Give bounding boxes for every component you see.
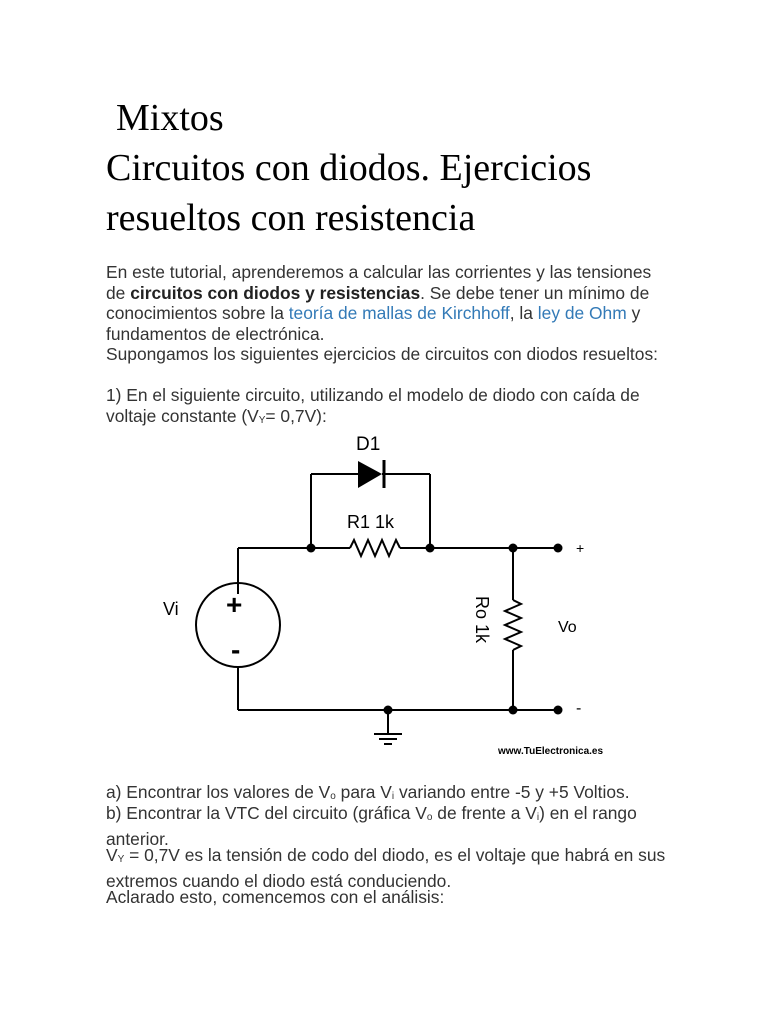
ro-label: Ro 1k [472,596,492,644]
circuit-diagram [160,428,630,768]
question-a: a) Encontrar los valores de Vo para Vi variando entre -5 y +5 Voltios. [106,782,630,802]
link-ohm[interactable]: ley de Ohm [537,303,627,324]
source-plus: + [226,589,243,620]
question-b: b) Encontrar la VTC del circuito (gráfica Vo de frente a Vi) en el rango anterior. [106,803,637,849]
bold-keyword: circuitos con diodos y resistencias [130,282,421,303]
diode-label: D1 [356,434,381,455]
link-kirchhoff[interactable]: teoría de mallas de Kirchhoff [288,303,510,324]
analysis-start: Aclarado esto, comencemos con el análisis: [106,887,445,907]
intro-paragraph: En este tutorial, aprenderemos a calcular las corrientes y las tensiones de circuitos con diodos y resistencias. Se debe tener un mínimo de conocimientos sobre la teoría de mallas de Kirchhoff, la ley de Ohm y fundamentos de electrónica. [106,262,652,344]
out-plus: + [576,540,585,556]
watermark: www.TuElectronica.es [498,746,604,757]
knee-voltage-note: VY = 0,7V es la tensión de codo del diodo, es el voltaje que habrá en sus extremos cuando el diodo está conduciendo. [106,845,666,891]
source-label: Vi [163,599,179,619]
suppose-paragraph: Supongamos los siguientes ejercicios de circuitos con diodos resueltos: [106,344,658,364]
exercise-1-paragraph: 1) En el siguiente circuito, utilizando el modelo de diodo con caída de voltaje constante (VY= 0,7V): [106,385,640,426]
out-minus: - [576,700,582,717]
r1-label: R1 1k [347,512,395,532]
diode-symbol [358,461,382,488]
vout-label: Vo [558,619,577,636]
title-line-1: Mixtos [116,97,224,139]
source-minus: - [231,634,241,665]
title-line-2: Circuitos con diodos. Ejercicios [106,147,592,189]
title-line-3: resueltos con resistencia [106,197,476,239]
